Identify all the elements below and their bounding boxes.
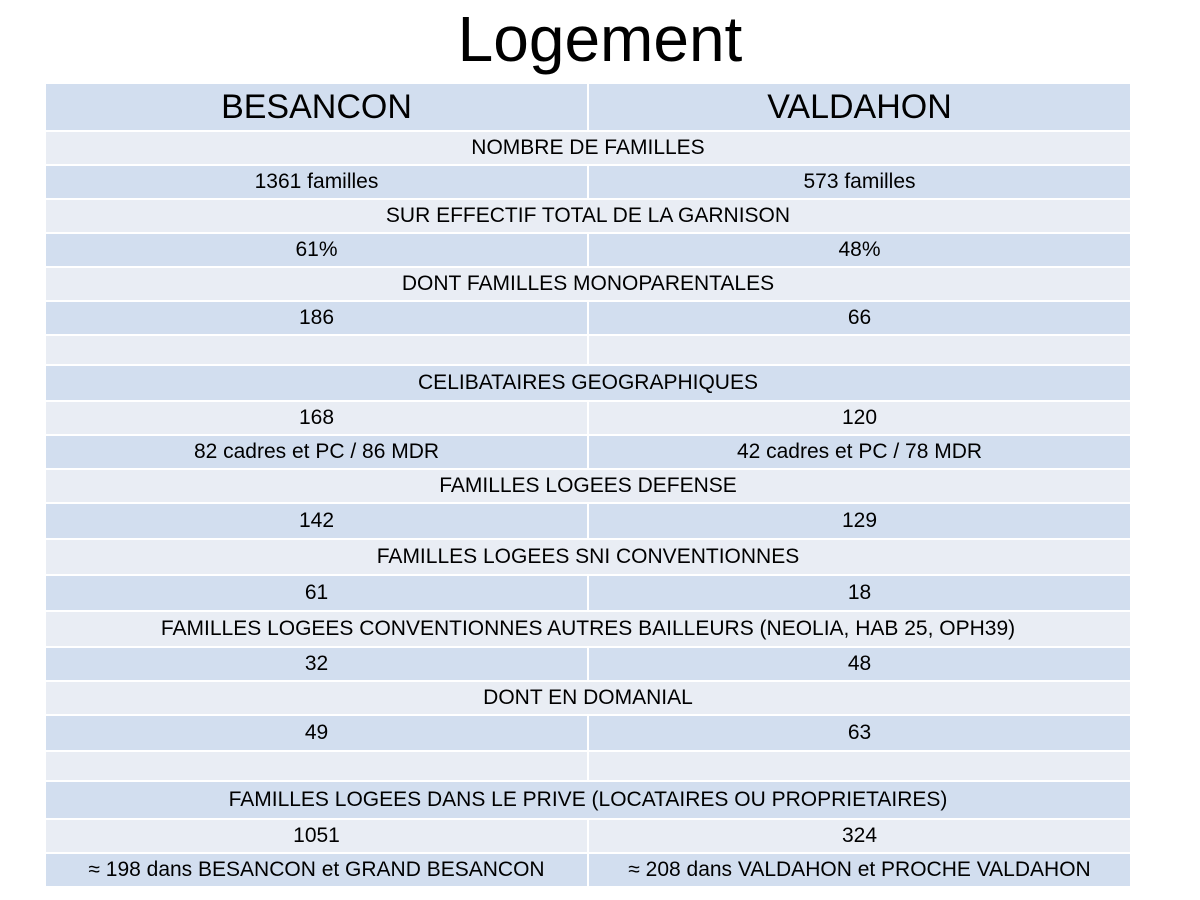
valdahon-value: 18 [588,575,1131,611]
table-row [45,751,1131,781]
valdahon-value: 63 [588,715,1131,751]
section-label: NOMBRE DE FAMILLES [45,131,1131,165]
valdahon-value: 129 [588,503,1131,539]
table-row [45,715,1131,751]
section-row [45,365,1131,401]
header-besancon: BESANCON [45,83,588,131]
section-row [45,781,1131,819]
valdahon-value [588,751,1131,781]
besancon-value: 168 [45,401,588,435]
valdahon-value: 66 [588,301,1131,335]
table-row [45,819,1131,853]
section-label: FAMILLES LOGEES DANS LE PRIVE (LOCATAIRES OU PROPRIETAIRES) [45,781,1131,819]
table-row [45,503,1131,539]
table-row [45,853,1131,887]
valdahon-value: 48 [588,647,1131,681]
table-row [45,233,1131,267]
besancon-value [45,335,588,365]
section-label: DONT FAMILLES MONOPARENTALES [45,267,1131,301]
valdahon-value: ≈ 208 dans VALDAHON et PROCHE VALDAHON [588,853,1131,887]
table-row [45,335,1131,365]
section-row [45,681,1131,715]
besancon-value: 1051 [45,819,588,853]
table-body [45,83,1131,887]
section-label: DONT EN DOMANIAL [45,681,1131,715]
section-label: FAMILLES LOGEES SNI CONVENTIONNES [45,539,1131,575]
besancon-value: 82 cadres et PC / 86 MDR [45,435,588,469]
besancon-value: 61% [45,233,588,267]
section-row [45,267,1131,301]
besancon-value: 1361 familles [45,165,588,199]
header-valdahon: VALDAHON [588,83,1131,131]
valdahon-value: 42 cadres et PC / 78 MDR [588,435,1131,469]
section-label: FAMILLES LOGEES CONVENTIONNES AUTRES BAILLEURS (NEOLIA, HAB 25, OPH39) [45,611,1131,647]
besancon-value: 61 [45,575,588,611]
section-row [45,131,1131,165]
besancon-value: 142 [45,503,588,539]
section-label: FAMILLES LOGEES DEFENSE [45,469,1131,503]
table-row [45,435,1131,469]
table-row [45,165,1131,199]
table-row [45,647,1131,681]
valdahon-value: 324 [588,819,1131,853]
section-row [45,199,1131,233]
valdahon-value: 120 [588,401,1131,435]
section-label: SUR EFFECTIF TOTAL DE LA GARNISON [45,199,1131,233]
table-header-row [45,83,1131,131]
besancon-value: 32 [45,647,588,681]
table-row [45,401,1131,435]
besancon-value [45,751,588,781]
besancon-value: 49 [45,715,588,751]
besancon-value: ≈ 198 dans BESANCON et GRAND BESANCON [45,853,588,887]
section-row [45,611,1131,647]
section-label: CELIBATAIRES GEOGRAPHIQUES [45,365,1131,401]
valdahon-value: 48% [588,233,1131,267]
slide-title: Logement [457,3,743,75]
valdahon-value: 573 familles [588,165,1131,199]
section-row [45,469,1131,503]
housing-table [44,82,1132,888]
valdahon-value [588,335,1131,365]
table-row [45,575,1131,611]
besancon-value: 186 [45,301,588,335]
section-row [45,539,1131,575]
table-row [45,301,1131,335]
